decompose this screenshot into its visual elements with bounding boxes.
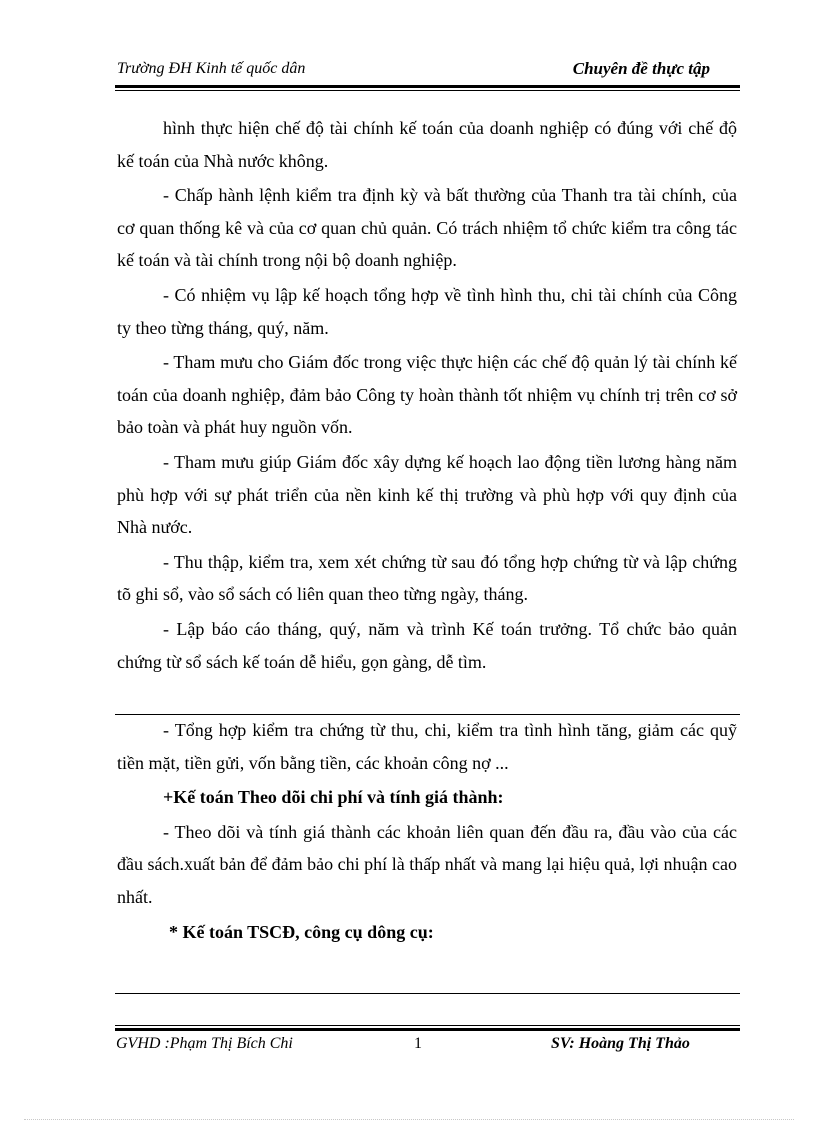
paragraph: - Tham mưu giúp Giám đốc xây dựng kế hoạch lao động tiền lương hàng năm phù hợp với sự phát triển của nền kinh kế thị trường và phù hợp với quy định của Nhà nước. <box>117 451 737 538</box>
section-divider-bottom <box>115 993 740 994</box>
footer-advisor: GVHD :Phạm Thị Bích Chi <box>116 1035 293 1052</box>
footer-rule-thick <box>115 1028 740 1031</box>
section-1-text <box>117 112 737 680</box>
paragraph: - Tổng hợp kiểm tra chứng từ thu, chi, kiểm tra tình hình tăng, giảm các quỹ tiền mặt, tiền gửi, vốn bằng tiền, các khoản công nợ ... <box>117 720 737 773</box>
footer-rule-thin <box>115 1025 740 1026</box>
section-heading: * Kế toán TSCĐ, công cụ dông cụ: <box>169 921 434 942</box>
header-title: Chuyên đề thực tập <box>572 59 710 78</box>
paragraph: hình thực hiện chế độ tài chính kế toán của doanh nghiệp có đúng với chế độ kế toán của Nhà nước không. <box>117 118 737 171</box>
page-number: 1 <box>414 1035 422 1052</box>
paragraph: - Thu thập, kiểm tra, xem xét chứng từ sau đó tổng hợp chứng từ và lập chứng tõ ghi sổ, vào sổ sách có liên quan theo từng ngày, tháng. <box>117 551 737 605</box>
footer-student: SV: Hoàng Thị Thảo <box>551 1035 690 1052</box>
section-heading: +Kế toán Theo dõi chi phí và tính giá thành: <box>163 787 504 808</box>
section-2-text <box>117 714 737 950</box>
paragraph: - Chấp hành lệnh kiểm tra định kỳ và bất thường của Thanh tra tài chính, của cơ quan thống kê và của cơ quan chủ quản. Có trách nhiệm tổ chức kiểm tra công tác kế toán và tài chính trong nội bộ doanh nghiệp. <box>117 185 737 271</box>
header-rule-thin <box>115 90 740 91</box>
paragraph: - Theo dõi và tính giá thành các khoản liên quan đến đầu ra, đầu vào của các đầu sách.xuất bản để đảm bảo chi phí là thấp nhất và mang lại hiệu quả, lợi nhuận cao nhất. <box>117 821 737 907</box>
paragraph: - Lập báo cáo tháng, quý, năm và trình Kế toán trưởng. Tổ chức bảo quản chứng từ sổ sách kế toán dễ hiểu, gọn gàng, dễ tìm. <box>117 618 737 672</box>
page-bottom-dotted-line <box>24 1119 794 1120</box>
header-school: Trường ĐH Kinh tế quốc dân <box>117 60 306 77</box>
paragraph: - Tham mưu cho Giám đốc trong việc thực hiện các chế độ quản lý tài chính kế toán của doanh nghiệp, đảm bảo Công ty hoàn thành tốt nhiệm vụ chính trị trên cơ sở bảo toàn và phát huy nguồn vốn. <box>117 352 737 438</box>
header-rule-thick <box>115 85 740 88</box>
paragraph: - Có nhiệm vụ lập kế hoạch tổng hợp về tình hình thu, chi tài chính của Công ty theo từng tháng, quý, năm. <box>117 284 737 338</box>
